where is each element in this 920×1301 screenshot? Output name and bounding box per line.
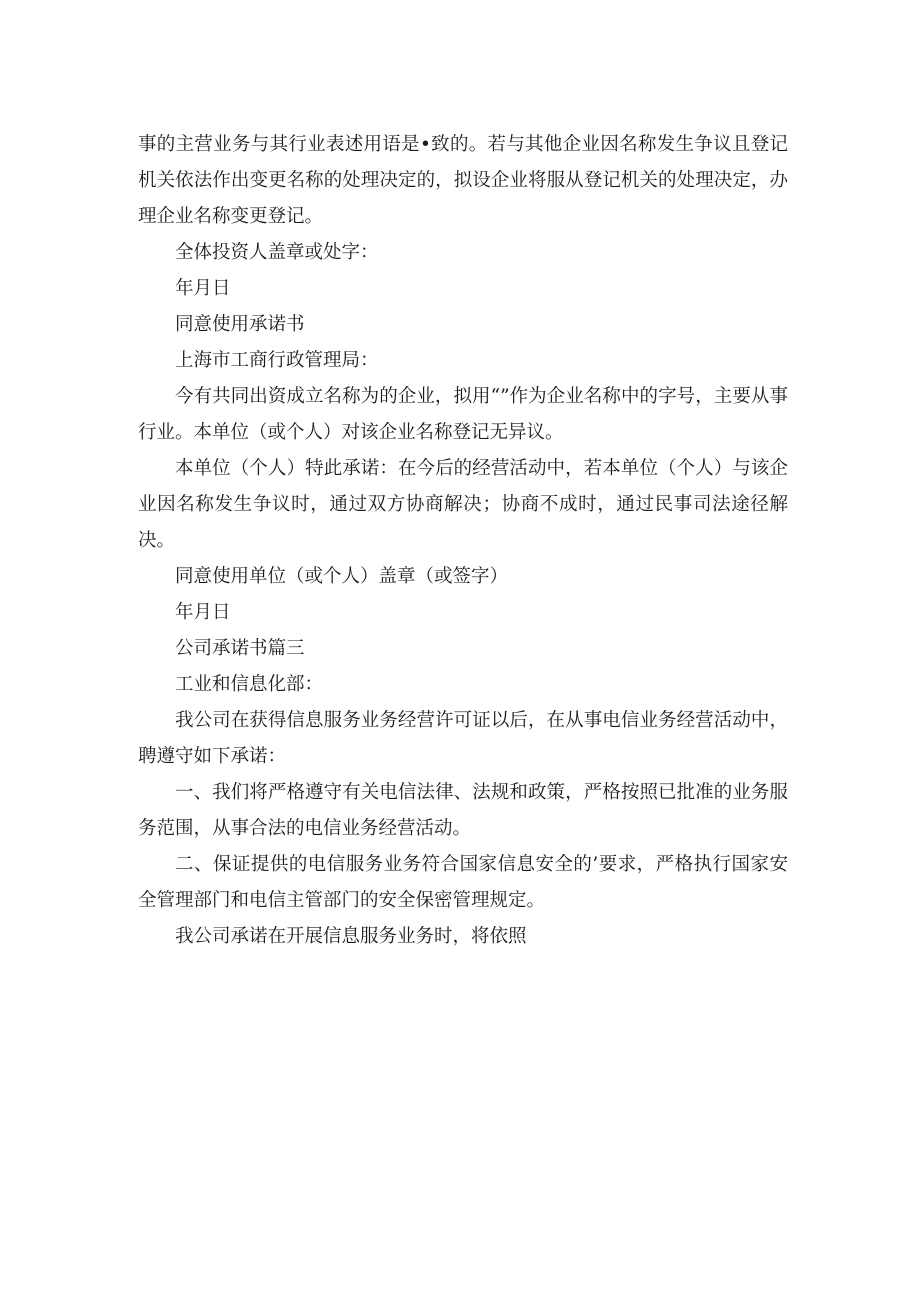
document-body [138, 127, 788, 955]
paragraph-15: 我公司承诺在开展信息服务业务时，将依照 [175, 926, 527, 947]
paragraph-10: 公司承诺书篇三 [175, 638, 305, 659]
paragraph-12: 我公司在获得信息服务业务经营许可证以后，在从事电信业务经营活动中，聘遵守如下承诺： [138, 710, 788, 767]
paragraph-9: 年月日 [175, 602, 231, 623]
paragraph-8: 同意使用单位（或个人）盖章（或签字） [175, 566, 509, 587]
paragraph-5: 上海市工商行政管理局： [175, 350, 379, 371]
paragraph-1: 事的主营业务与其行业表述用语是•致的。若与其他企业因名称发生争议且登记机关依法作出变更名称的处理决定的，拟设企业将服从登记机关的处理决定，办理企业名称变更登记。 [138, 134, 788, 227]
paragraph-4: 同意使用承诺书 [175, 314, 305, 335]
paragraph-6: 今有共同出资成立名称为的企业，拟用“”作为企业名称中的字号，主要从事行业。本单位（或个人）对该企业名称登记无异议。 [138, 386, 788, 443]
paragraph-14: 二、保证提供的电信服务业务符合国家信息安全的’要求，严格执行国家安全管理部门和电信主管部门的安全保密管理规定。 [138, 854, 788, 911]
paragraph-13: 一、我们将严格遵守有关电信法律、法规和政策，严格按照已批准的业务服务范围，从事合法的电信业务经营活动。 [138, 782, 788, 839]
paragraph-3: 年月日 [175, 278, 231, 299]
paragraph-7: 本单位（个人）特此承诺：在今后的经营活动中，若本单位（个人）与该企业因名称发生争议时，通过双方协商解决；协商不成时，通过民事司法途径解决。 [138, 458, 788, 551]
paragraph-11: 工业和信息化部： [175, 674, 324, 695]
paragraph-2: 全体投资人盖章或处字： [175, 242, 379, 263]
